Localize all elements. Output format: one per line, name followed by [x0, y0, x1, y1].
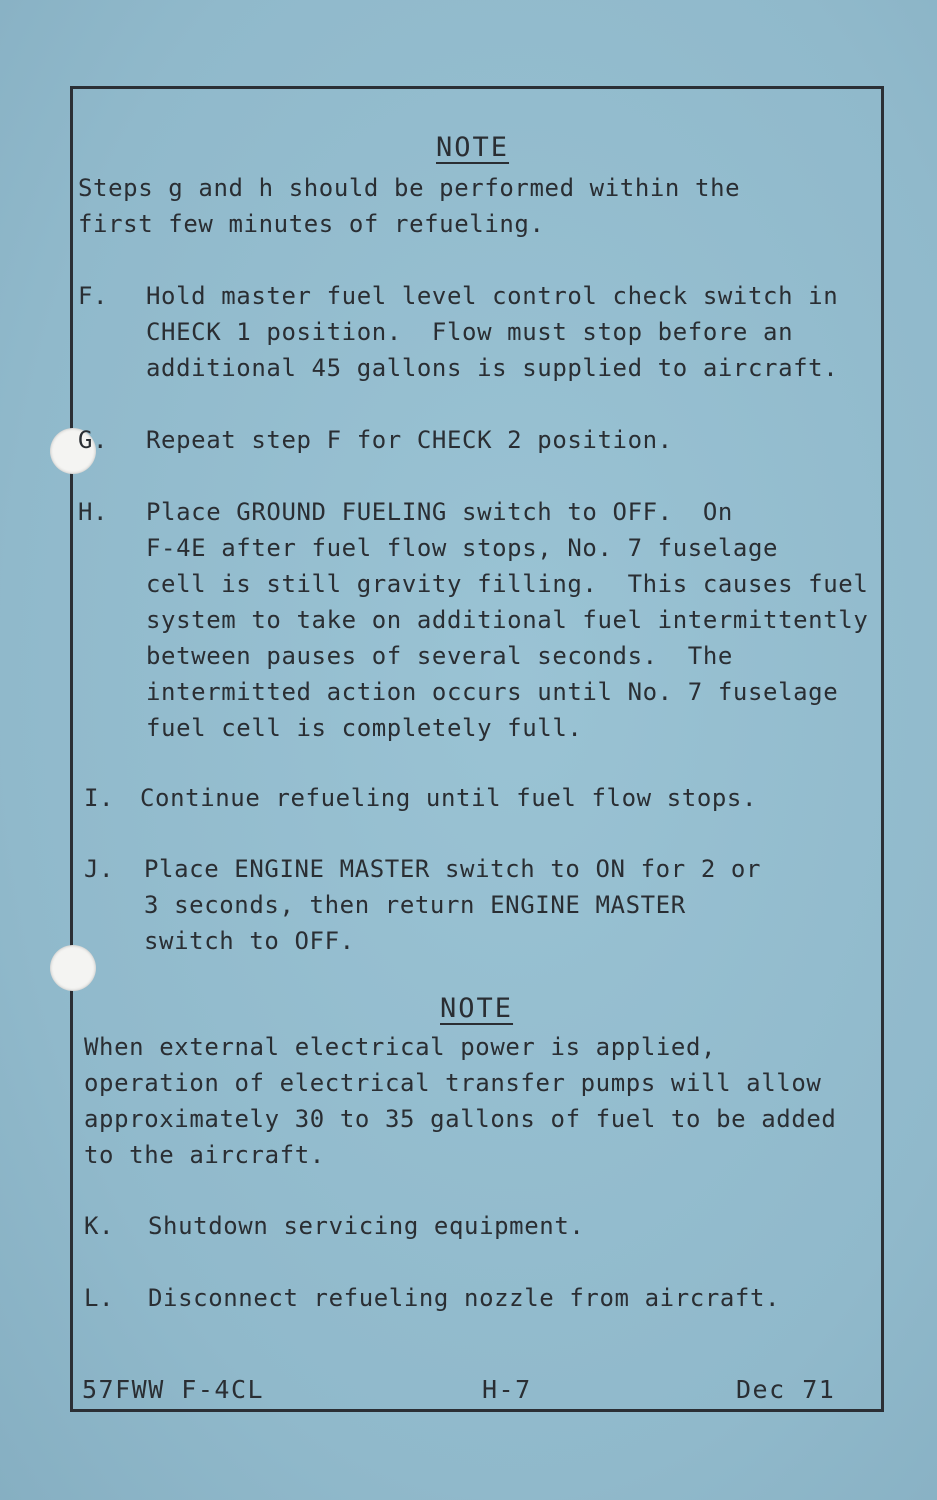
step-l-label: L.	[84, 1284, 115, 1312]
note-text-1: Steps g and h should be performed within the first few minutes of refueling.	[78, 174, 741, 238]
step-l-text: Disconnect refueling nozzle from aircraft.	[148, 1284, 781, 1312]
footer-date: Dec 71	[736, 1375, 836, 1404]
step-j-text: Place ENGINE MASTER switch to ON for 2 or 3 seconds, then return ENGINE MASTER switch to OFF.	[144, 855, 762, 955]
step-f-label: F.	[78, 282, 109, 310]
footer-document-id: 57FWW F-4CL	[82, 1375, 265, 1404]
step-k-label: K.	[84, 1212, 115, 1240]
step-h-label: H.	[78, 498, 109, 526]
note-heading-1: NOTE	[436, 132, 510, 163]
step-g-text: Repeat step F for CHECK 2 position.	[146, 426, 673, 454]
step-g-label: G.	[78, 426, 109, 454]
step-i-label: I.	[84, 784, 115, 812]
step-j-label: J.	[84, 855, 115, 883]
step-f-text: Hold master fuel level control check switch in CHECK 1 position. Flow must stop before an additional 45 gallons is supplied to aircraft.	[146, 282, 839, 382]
step-k-text: Shutdown servicing equipment.	[148, 1212, 585, 1240]
footer-page-number: H-7	[482, 1375, 532, 1404]
binder-hole-lower	[50, 945, 96, 991]
step-h-text: Place GROUND FUELING switch to OFF. On F-4E after fuel flow stops, No. 7 fuselage cell is still gravity filling. This causes fuel system to take on additional fuel intermittently between pauses of several seconds. The intermitted action occurs until No. 7 fuselage fuel cell is completely full.	[146, 498, 869, 742]
step-i-text: Continue refueling until fuel flow stops.	[140, 784, 758, 812]
note-heading-2: NOTE	[440, 993, 514, 1024]
note-text-2: When external electrical power is applied, operation of electrical transfer pumps will allow approximately 30 to 35 gallons of fuel to be added to the aircraft.	[84, 1033, 837, 1169]
